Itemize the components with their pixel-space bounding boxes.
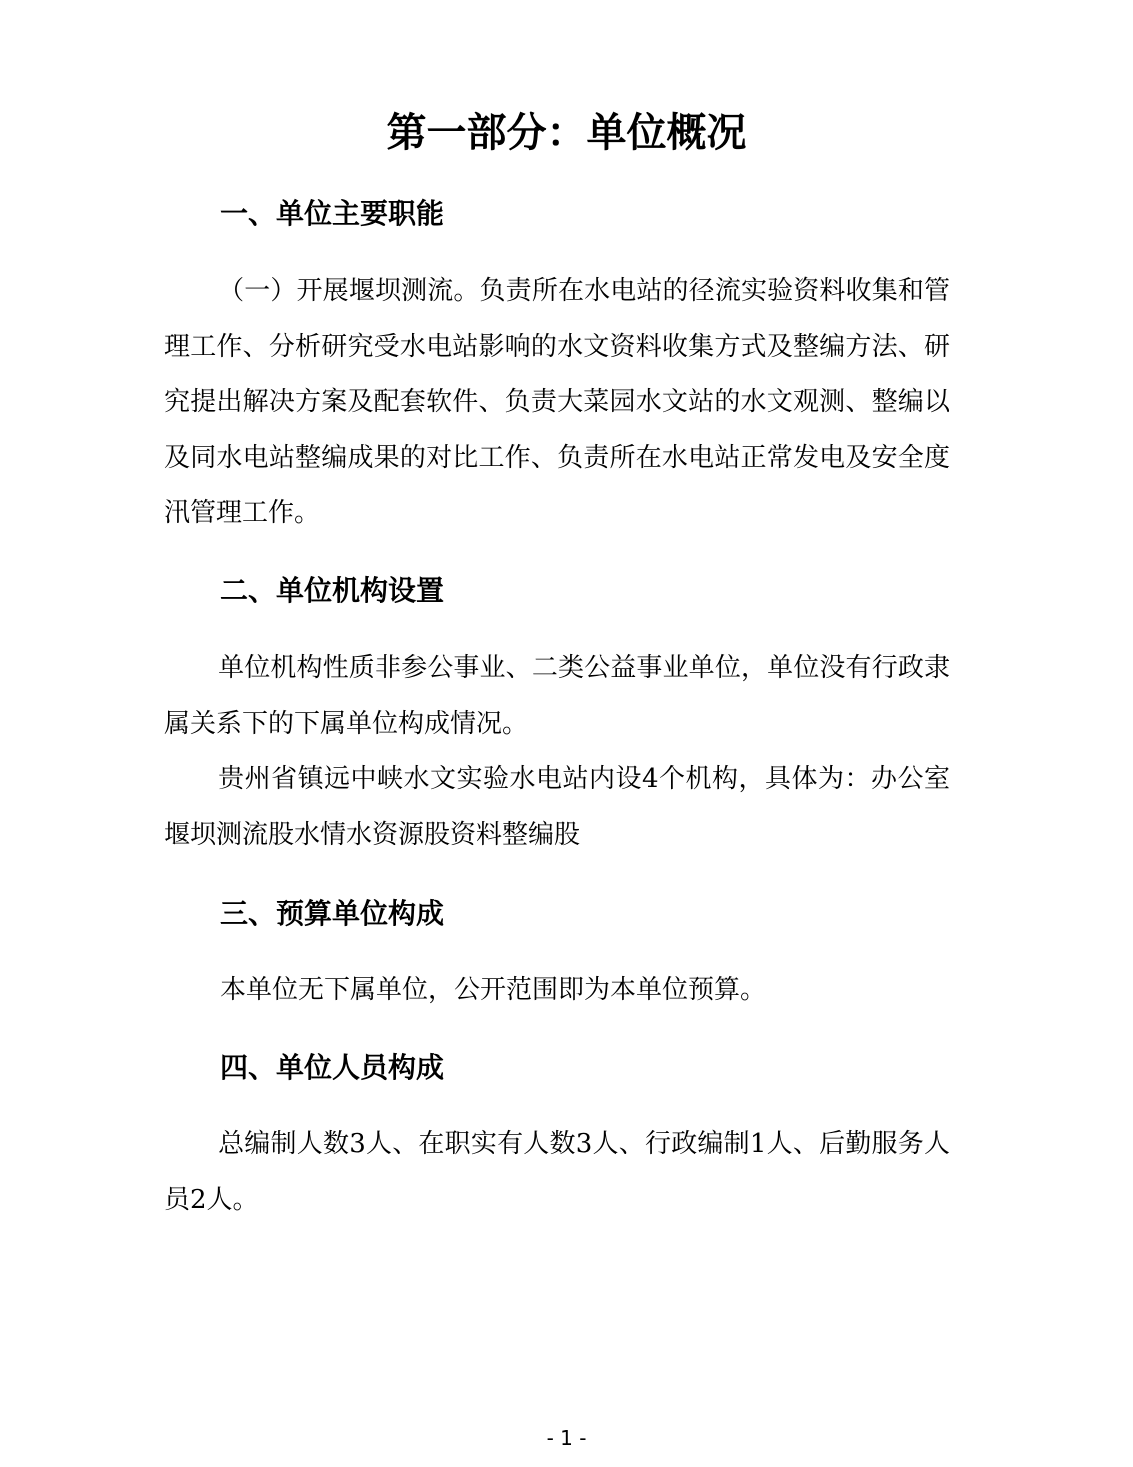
section-heading-personnel: 四、单位人员构成 [220,1051,445,1084]
page-title: 第一部分：单位概况 [386,110,747,156]
section-heading-budget-units: 三、预算单位构成 [220,897,445,930]
section-heading-structure: 二、单位机构设置 [220,574,445,607]
paragraph-functions: （一）开展堰坝测流。负责所在水电站的径流实验资料收集和管理工作、分析研究受水电站影响的水文资料收集方式及整编方法、研究提出解决方案及配套软件、负责大菜园水文站的水文观测、整编以及同水电站整编成果的对比工作、负责所在水电站正常发电及安全度汛管理工作。 [164,276,950,528]
page-number: - 1 - [546,1426,587,1450]
paragraph-structure-nature: 单位机构性质非参公事业、二类公益事业单位，单位没有行政隶属关系下的下属单位构成情况。 [164,653,950,739]
paragraph-structure-departments: 贵州省镇远中峡水文实验水电站内设4个机构，具体为：办公室堰坝测流股水情水资源股资料整编股 [164,764,950,850]
section-heading-functions: 一、单位主要职能 [220,197,445,230]
paragraph-budget-units: 本单位无下属单位，公开范围即为本单位预算。 [220,975,767,1005]
paragraph-personnel: 总编制人数3人、在职实有人数3人、行政编制1人、后勤服务人员2人。 [164,1129,950,1215]
